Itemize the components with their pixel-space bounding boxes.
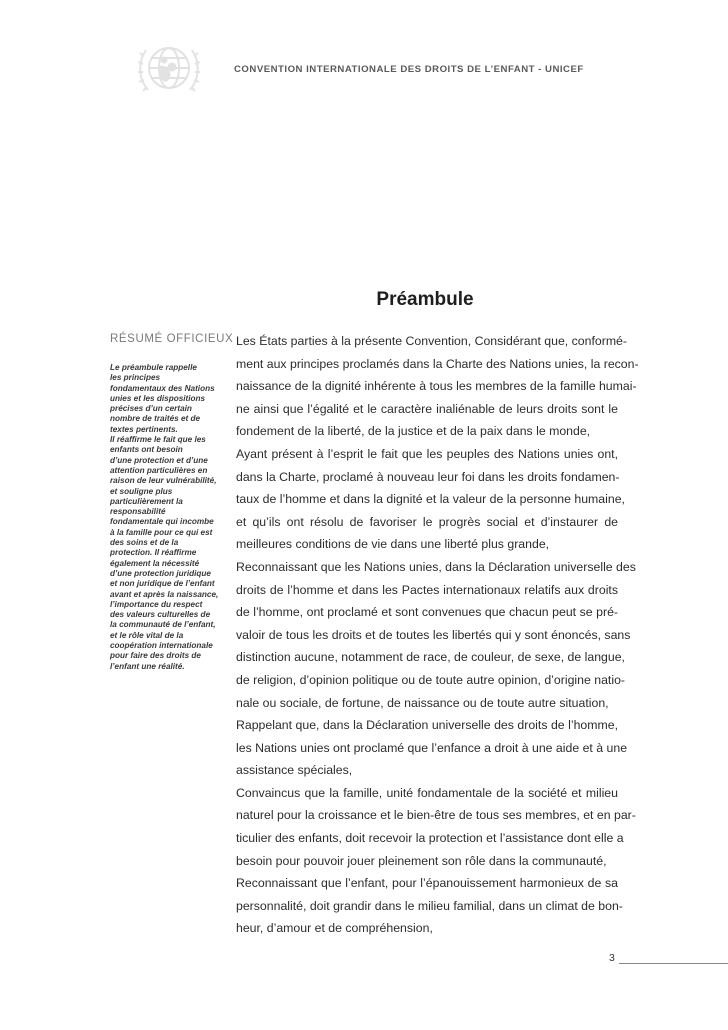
body-line: droits de l’homme et dans les Pactes internationaux relatifs aux droits xyxy=(236,582,618,597)
summary-line: raison de leur vulnérabilité, xyxy=(110,476,217,486)
unicef-emblem-icon xyxy=(134,40,204,100)
summary-line: fondamentale qui incombe xyxy=(110,517,214,527)
sidebar-heading: RÉSUMÉ OFFICIEUX xyxy=(110,333,234,345)
summary-line: d’une protection juridique xyxy=(110,568,211,578)
body-line: ticulier des enfants, doit recevoir la protection et l’assistance dont elle a xyxy=(236,831,624,846)
summary-line: la communauté de l’enfant, xyxy=(110,620,216,630)
body-line: Reconnaissant que l’enfant, pour l’épanouissement harmonieux de sa xyxy=(236,876,618,891)
summary-line: également la nécessité xyxy=(110,558,200,568)
body-line: Reconnaissant que les Nations unies, dans la Déclaration universelle des xyxy=(236,559,636,574)
body-line: taux de l’homme et dans la dignité et la valeur de la personne humaine, xyxy=(236,492,625,507)
body-line: assistance spéciales, xyxy=(236,763,353,778)
summary-line: d’une protection et d’une xyxy=(110,455,208,465)
body-line: Les États parties à la présente Convention, Considérant que, conformé- xyxy=(236,334,627,348)
summary-line: avant et après la naissance, xyxy=(110,589,219,599)
page-number: 3 xyxy=(609,952,615,964)
body-line: heur, d’amour et de compréhension, xyxy=(236,921,433,936)
summary-line: et le rôle vital de la xyxy=(110,630,184,640)
summary-line: l’enfant une réalité. xyxy=(110,661,185,671)
sidebar-summary xyxy=(110,363,228,672)
body-line: Ayant présent à l’esprit le fait que les peuples des Nations unies ont, xyxy=(236,446,618,461)
summary-line: particulièrement la xyxy=(110,496,183,506)
body-line: personnalité, doit grandir dans le milieu familial, dans un climat de bon- xyxy=(236,898,623,913)
body-line: de religion, d’opinion politique ou de toute autre opinion, d’origine natio- xyxy=(236,672,625,687)
summary-line: précises d’un certain xyxy=(110,404,192,414)
summary-line: Le préambule rappelle xyxy=(110,363,197,372)
body-line: dans la Charte, proclamé à nouveau leur foi dans les droits fondamen- xyxy=(236,469,620,484)
body-line: et qu’ils ont résolu de favoriser le progrès social et d’instaurer de xyxy=(236,514,618,529)
body-line: distinction aucune, notamment de race, de couleur, de sexe, de langue, xyxy=(236,650,625,665)
summary-line: Il réaffirme le fait que les xyxy=(110,435,206,445)
body-line: besoin pour pouvoir jouer pleinement son rôle dans la communauté, xyxy=(236,853,607,868)
body-line: valoir de tous les droits et de toutes les libertés qui y sont énoncés, sans xyxy=(236,627,631,642)
footer-rule xyxy=(619,963,728,964)
body-line: naissance de la dignité inhérente à tous les membres de la famille humai- xyxy=(236,379,637,394)
body-line: Rappelant que, dans la Déclaration universelle des droits de l’homme, xyxy=(236,718,618,733)
summary-line: l’importance du respect xyxy=(110,599,203,609)
summary-line: fondamentaux des Nations xyxy=(110,383,215,393)
summary-line: nombre de traités et de xyxy=(110,414,201,424)
body-line: ne ainsi que l’égalité et le caractère inaliénable de leurs droits sont le xyxy=(236,401,618,416)
body-line: de l’homme, ont proclamé et sont convenues que chacun peut se pré- xyxy=(236,605,618,620)
body-line: ment aux principes proclamés dans la Charte des Nations unies, la recon- xyxy=(236,356,639,371)
body-line: nale ou sociale, de fortune, de naissance ou de toute autre situation, xyxy=(236,695,609,710)
summary-line: attention particulières en xyxy=(110,465,208,475)
summary-line: coopération internationale xyxy=(110,641,213,651)
summary-line: et non juridique de l’enfant xyxy=(110,579,215,589)
page-title: Préambule xyxy=(376,289,474,310)
body-line: naturel pour la croissance et le bien-être de tous ses membres, et en par- xyxy=(236,808,636,823)
summary-line: les principes xyxy=(110,373,161,383)
preamble-body xyxy=(236,330,639,940)
summary-line: textes pertinents. xyxy=(110,424,178,434)
summary-line: des valeurs culturelles de xyxy=(110,610,211,620)
summary-line: protection. Il réaffirme xyxy=(110,548,197,558)
summary-line: responsabilité xyxy=(110,507,166,517)
summary-line: et souligne plus xyxy=(110,486,173,496)
body-line: les Nations unies ont proclamé que l’enfance a droit à une aide et à une xyxy=(236,740,628,755)
body-line: Convaincus que la famille, unité fondamentale de la société et milieu xyxy=(236,785,618,800)
summary-line: à la famille pour ce qui est xyxy=(110,527,213,537)
body-line: meilleures conditions de vie dans une liberté plus grande, xyxy=(236,537,550,552)
summary-line: pour faire des droits de xyxy=(110,651,201,661)
running-header: CONVENTION INTERNATIONALE DES DROITS DE L’ENFANT - UNICEF xyxy=(234,64,584,75)
summary-line: des soins et de la xyxy=(110,538,179,548)
body-line: fondement de la liberté, de la justice et de la paix dans le monde, xyxy=(236,424,591,439)
summary-line: unies et les dispositions xyxy=(110,393,206,403)
summary-line: enfants ont besoin xyxy=(110,445,183,455)
